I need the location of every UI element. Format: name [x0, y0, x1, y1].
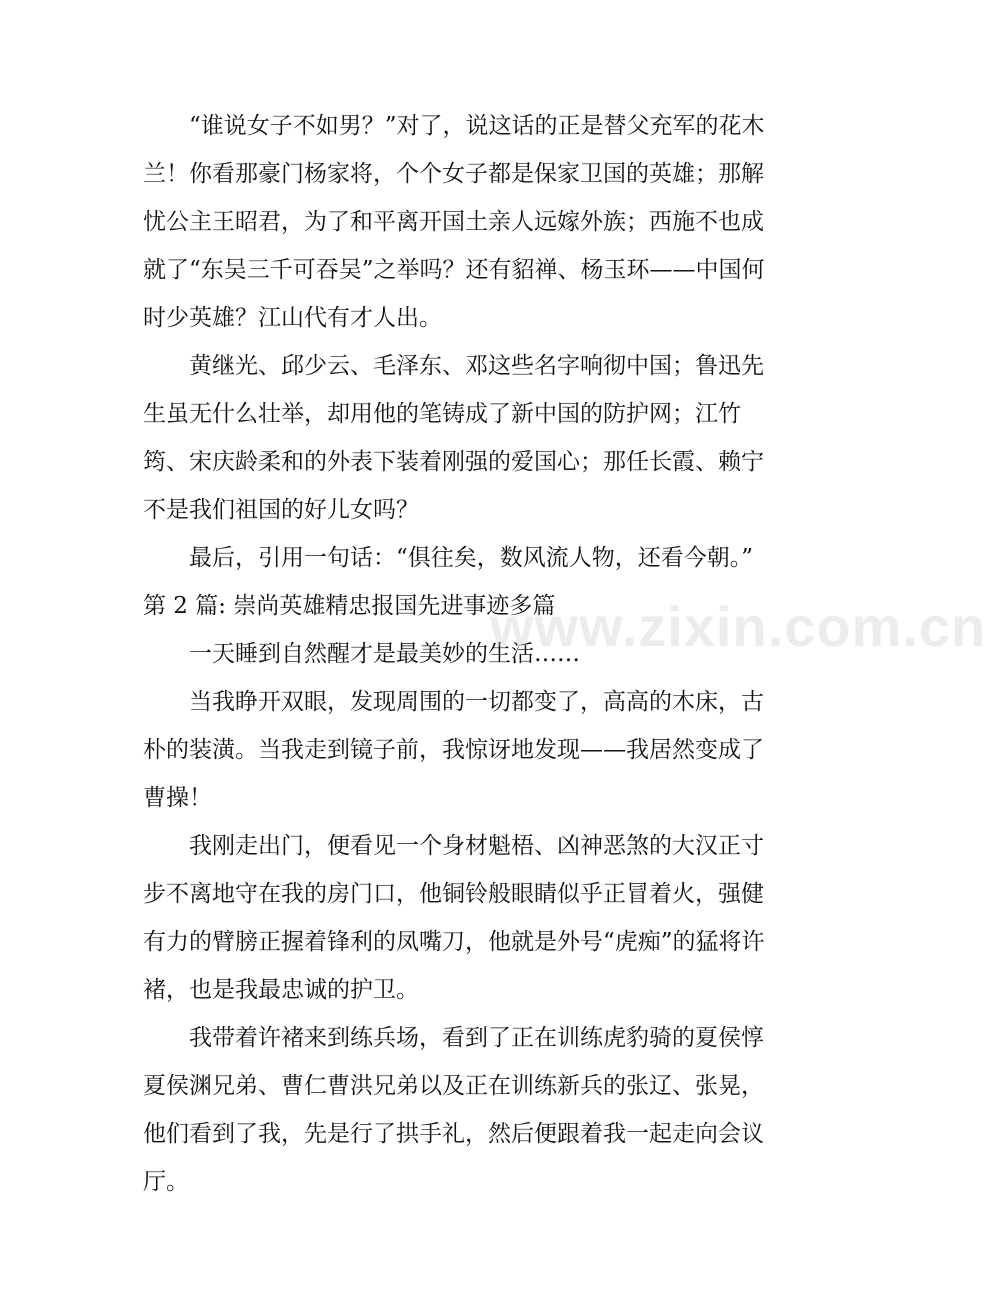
paragraph-3: 最后，引用一句话：“俱往矣，数风流人物，还看今朝。”: [189, 545, 754, 571]
paragraph-4: 一天睡到自然醒才是最美妙的生活……: [189, 641, 580, 667]
paragraph-5: 当我睁开双眼，发现周围的一切都变了，高高的木床，古朴的装潢。当我走到镜子前，我惊讶地发现——我居然变成了曹操！: [143, 689, 764, 811]
section-heading: 第 2 篇: 崇尚英雄精忠报国先进事迹多篇: [143, 593, 556, 619]
paragraph-6: 我刚走出门，便看见一个身材魁梧、凶神恶煞的大汉正寸步不离地守在我的房门口，他铜铃般眼睛似乎正冒着火，强健有力的臂膀正握着锋利的凤嘴刀，他就是外号“虎痴”的猛将许褚，也是我最忠诚的护卫。: [143, 833, 765, 1003]
paragraph-7: 我带着许褚来到练兵场，看到了正在训练虎豹骑的夏侯惇夏侯渊兄弟、曹仁曹洪兄弟以及正在训练新兵的张辽、张晃，他们看到了我，先是行了拱手礼，然后便跟着我一起走向会议厅。: [143, 1025, 764, 1195]
document-body: [143, 102, 783, 1206]
paragraph-1: “谁说女子不如男？”对了，说这话的正是替父充军的花木兰！你看那豪门杨家将，个个女子都是保家卫国的英雄；那解忧公主王昭君，为了和平离开国土亲人远嫁外族；西施不也成就了“东吴三千可吞吴”之举吗？还有貂禅、杨玉环——中国何时少英雄？江山代有才人出。: [143, 113, 765, 331]
paragraph-2: 黄继光、邱少云、毛泽东、邓这些名字响彻中国；鲁迅先生虽无什么壮举，却用他的笔铸成了新中国的防护网；江竹筠、宋庆龄柔和的外表下装着刚强的爱国心；那任长霞、赖宁不是我们祖国的好儿女吗？: [143, 353, 764, 523]
watermark-text: www.zixin.com.cn: [490, 595, 986, 658]
